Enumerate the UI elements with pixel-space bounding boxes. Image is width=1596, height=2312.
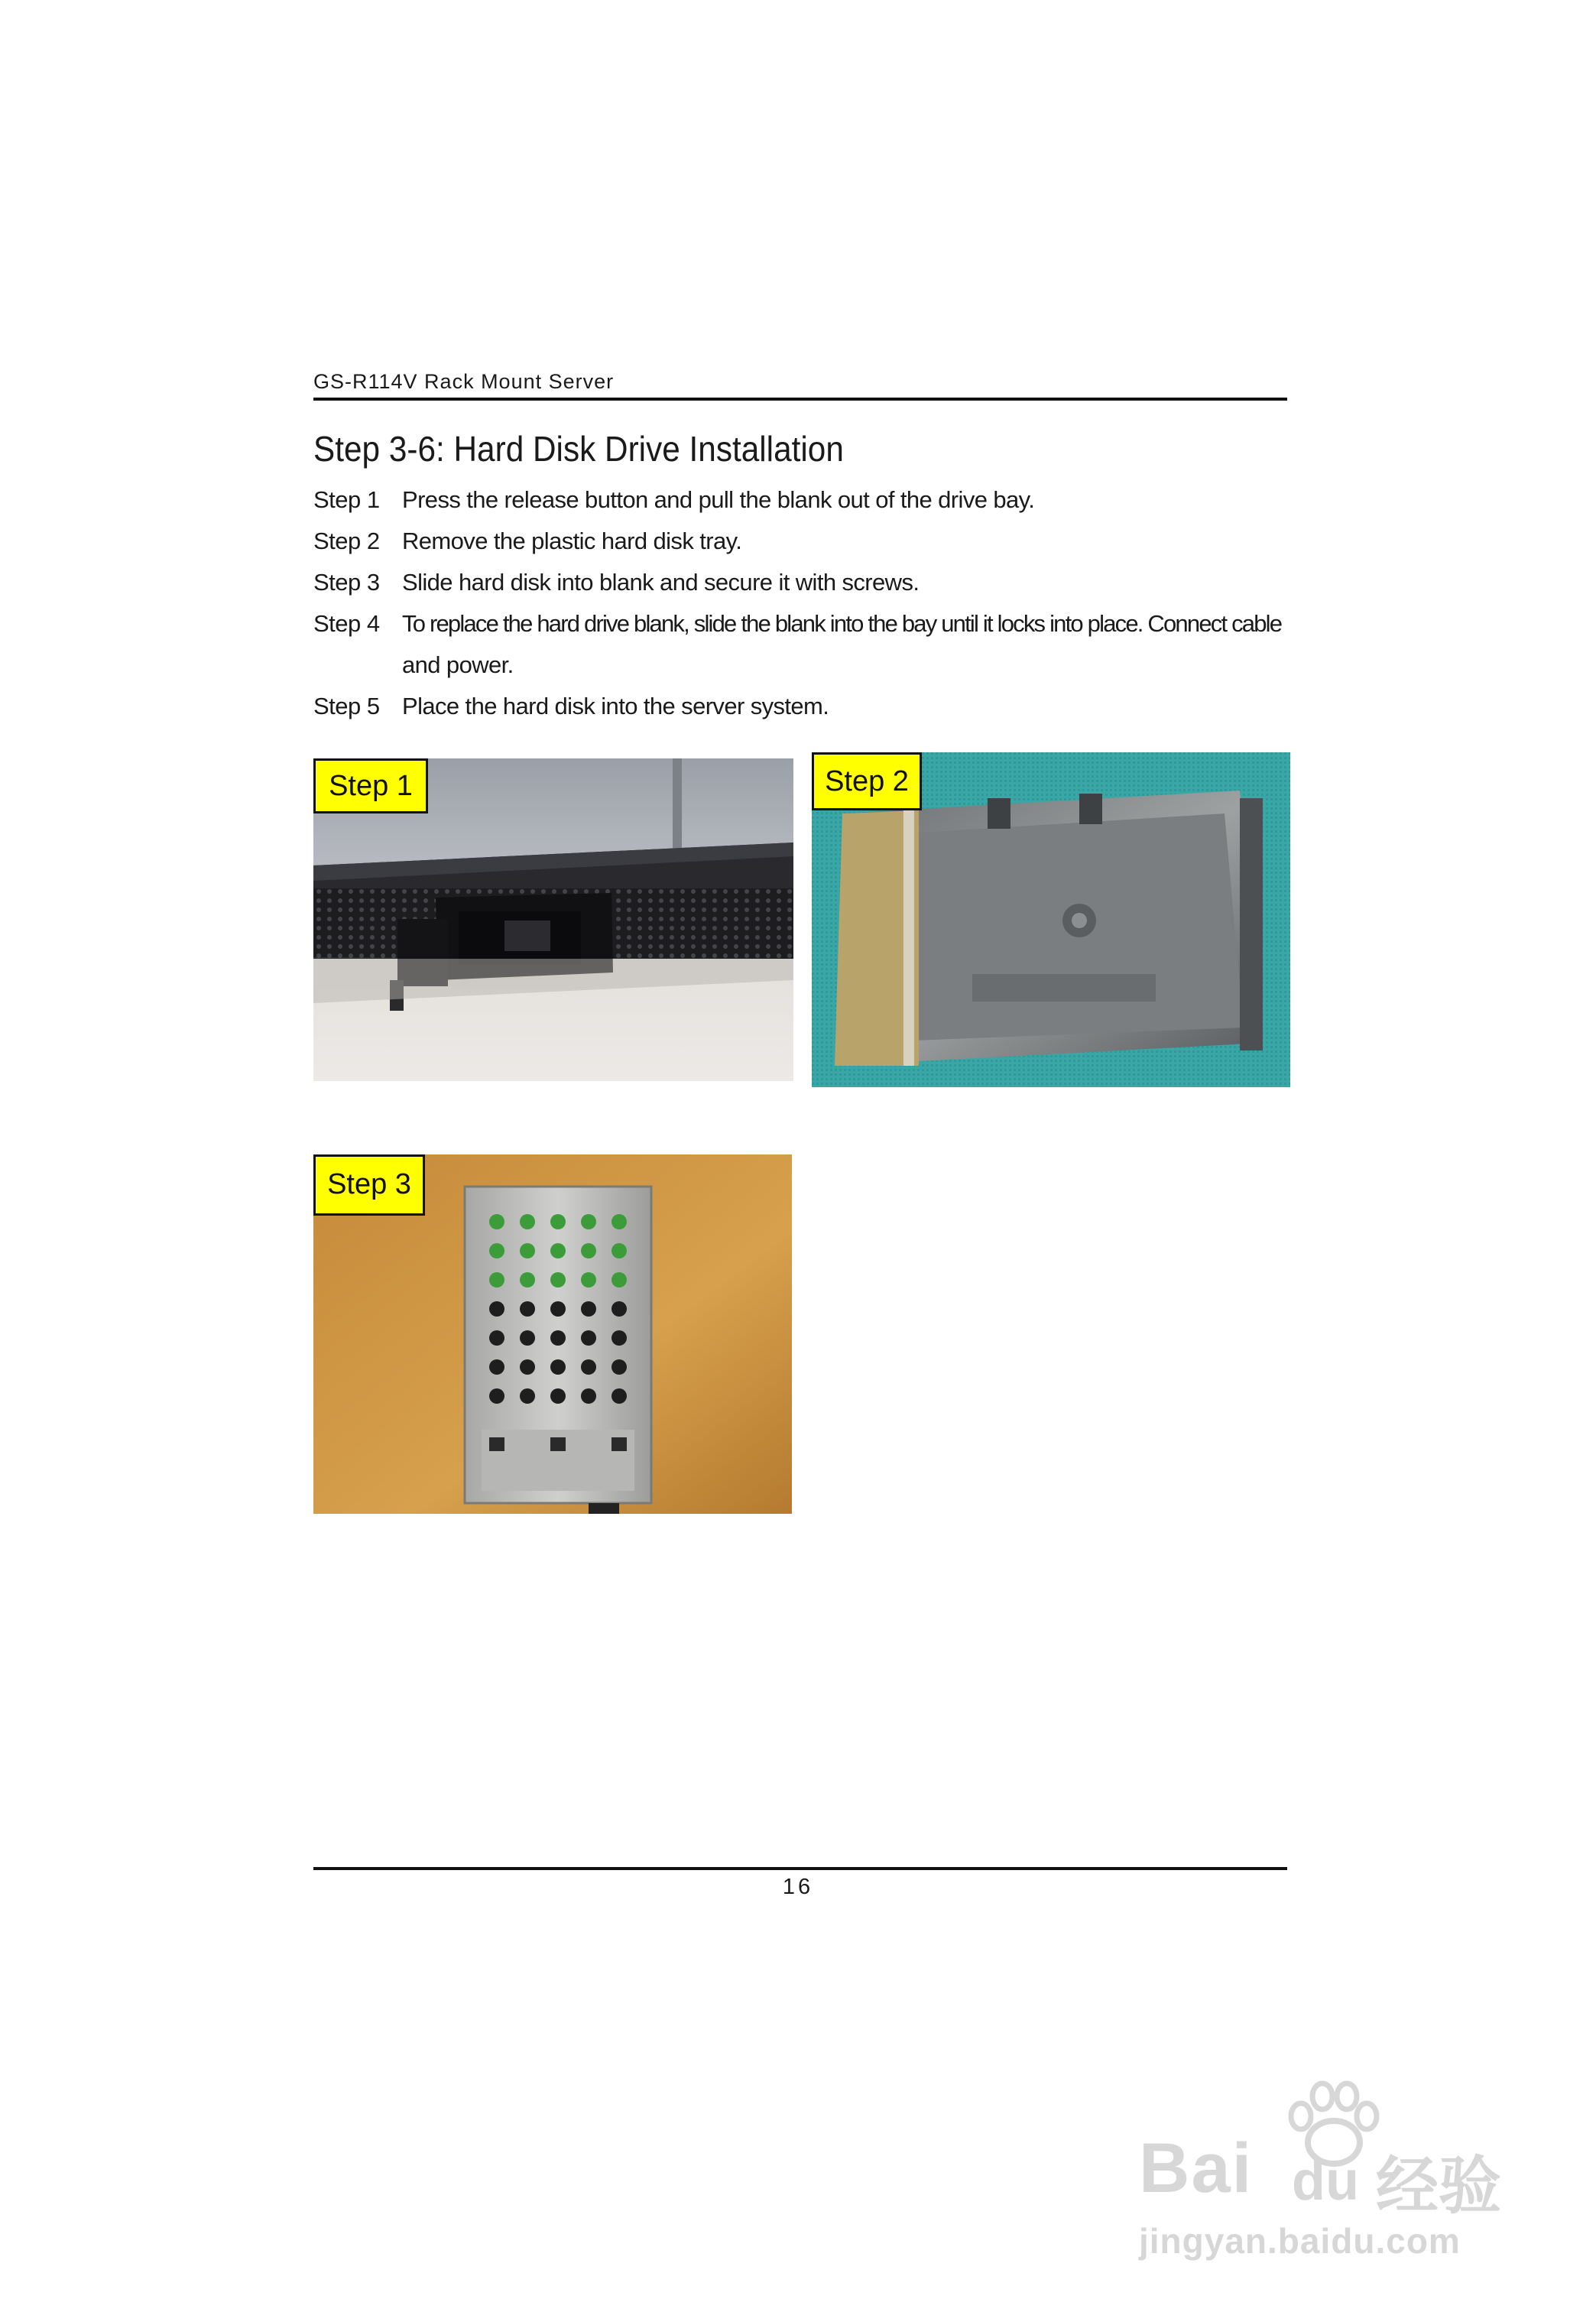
vent-hole: [611, 1388, 627, 1404]
vent-hole: [520, 1388, 535, 1404]
vent-hole: [520, 1301, 535, 1317]
step-text: To replace the hard drive blank, slide the blank into the bay until it locks into place. Connect cable: [402, 610, 1282, 637]
watermark: [1139, 2080, 1521, 2261]
footer-rule: [313, 1867, 1287, 1870]
vent-hole: [581, 1214, 596, 1229]
header-rule: [313, 398, 1287, 401]
step2-label: Step 2: [812, 752, 922, 810]
vent-hole: [581, 1243, 596, 1258]
vent-hole: [550, 1243, 566, 1258]
vent-hole: [581, 1388, 596, 1404]
vent-hole: [520, 1214, 535, 1229]
vent-hole: [489, 1272, 504, 1288]
step3-label: Step 3: [313, 1154, 425, 1216]
step-item: [313, 486, 1292, 528]
step-text: Press the release button and pull the blank out of the drive bay.: [402, 486, 1035, 513]
vent-hole: [581, 1330, 596, 1346]
vent-hole: [489, 1388, 504, 1404]
vent-hole: [611, 1359, 627, 1375]
vent-hole: [520, 1359, 535, 1375]
vent-hole: [520, 1243, 535, 1258]
vent-hole: [489, 1330, 504, 1346]
step-number: Step 2: [313, 528, 380, 554]
step-number: Step 1: [313, 486, 380, 513]
step-text: Slide hard disk into blank and secure it with screws.: [402, 569, 920, 596]
step-text: Place the hard disk into the server system.: [402, 693, 829, 719]
watermark-brand-2: du: [1292, 2151, 1359, 2212]
step-item: [313, 610, 1292, 651]
step-number: Step 5: [313, 693, 380, 719]
step1-label: Step 1: [313, 758, 428, 813]
vent-hole: [489, 1243, 504, 1258]
vent-hole: [611, 1214, 627, 1229]
step-item: [313, 569, 1292, 610]
vent-hole: [489, 1359, 504, 1375]
vent-hole: [550, 1388, 566, 1404]
vent-hole: [550, 1330, 566, 1346]
watermark-cn: 经验: [1376, 2150, 1502, 2223]
vent-hole: [581, 1301, 596, 1317]
section-title: Step 3-6: Hard Disk Drive Installation: [313, 429, 844, 469]
vent-hole: [520, 1272, 535, 1288]
page-number: 16: [782, 1875, 814, 1899]
vent-hole: [611, 1272, 627, 1288]
step-item: [313, 528, 1292, 569]
vent-hole: [581, 1359, 596, 1375]
vent-hole: [611, 1330, 627, 1346]
watermark-url: jingyan.baidu.com: [1139, 2221, 1461, 2261]
step-continuation: [313, 651, 1292, 693]
vent-hole: [489, 1301, 504, 1317]
step-text-continued: and power.: [402, 651, 514, 678]
vent-hole: [550, 1359, 566, 1375]
vent-hole: [581, 1272, 596, 1288]
vent-hole: [550, 1214, 566, 1229]
vent-hole: [611, 1243, 627, 1258]
vent-hole: [489, 1214, 504, 1229]
step-item: [313, 693, 1292, 734]
step-list: [313, 486, 1292, 734]
step-text: Remove the plastic hard disk tray.: [402, 528, 742, 554]
step-number: Step 4: [313, 610, 380, 637]
vent-hole: [550, 1272, 566, 1288]
vent-hole: [520, 1330, 535, 1346]
vent-hole: [550, 1301, 566, 1317]
running-header: GS-R114V Rack Mount Server: [313, 370, 615, 393]
step-number: Step 3: [313, 569, 380, 596]
vent-hole: [611, 1301, 627, 1317]
watermark-brand: Bai: [1139, 2129, 1254, 2207]
